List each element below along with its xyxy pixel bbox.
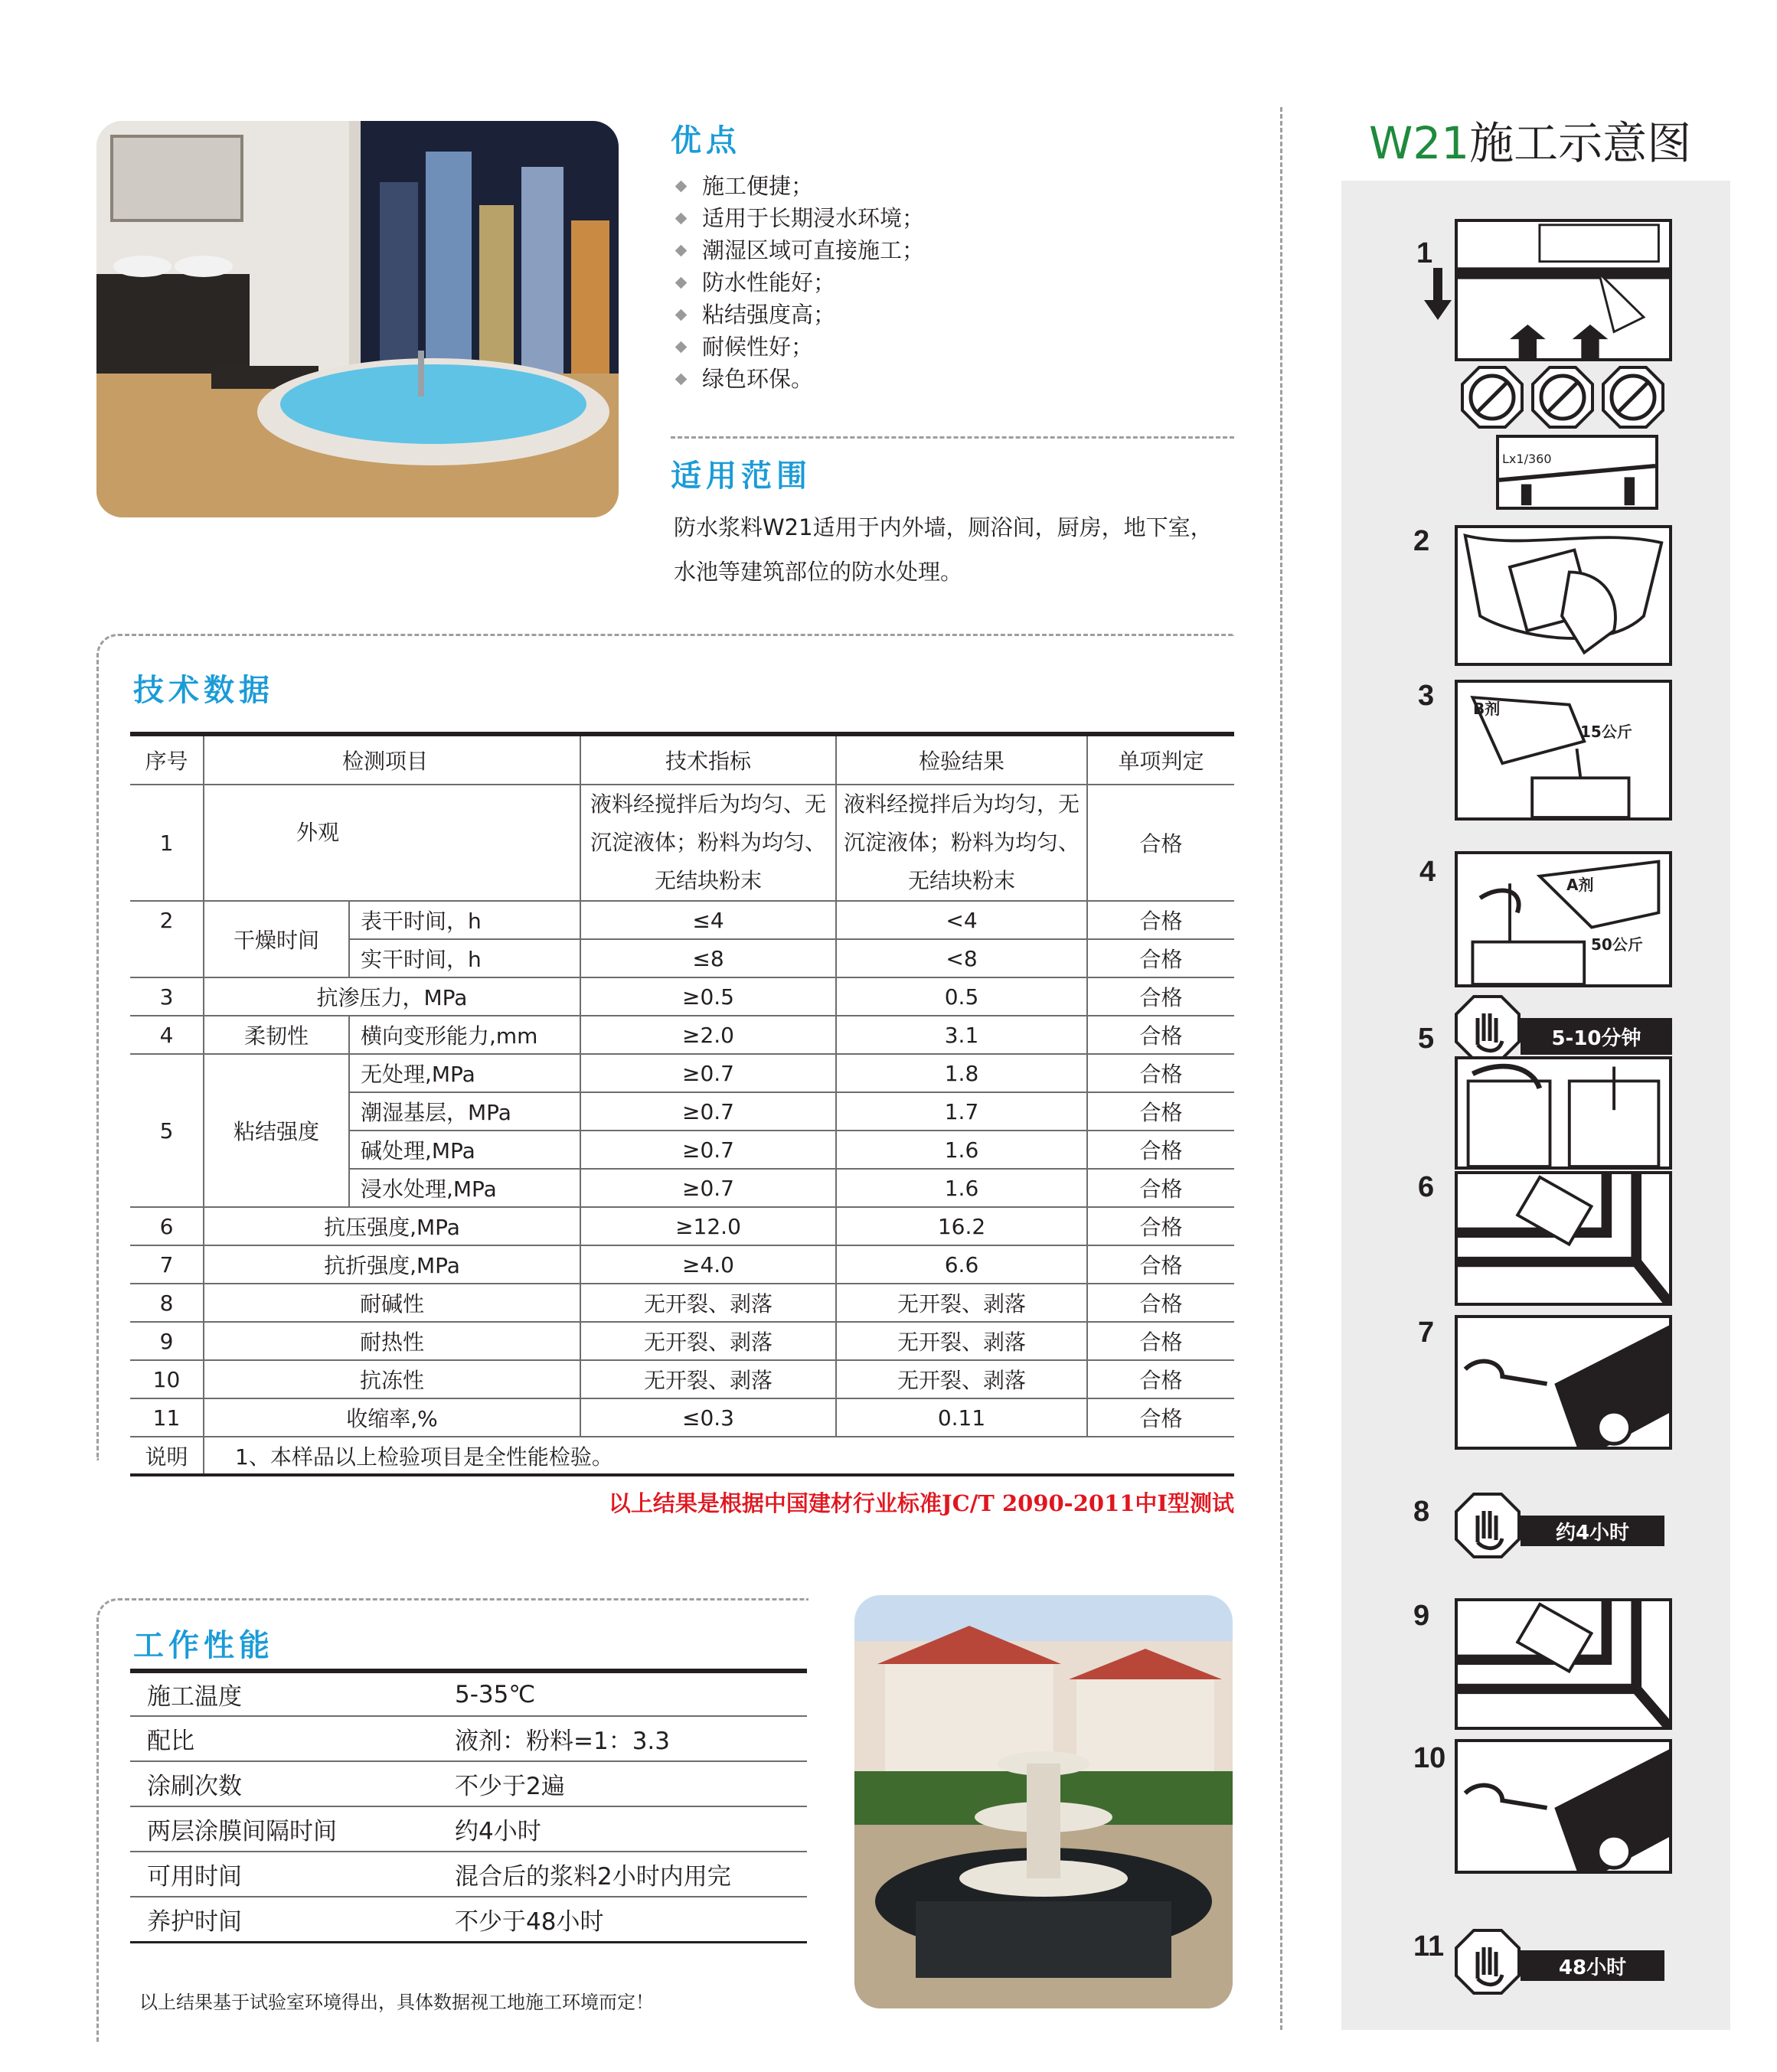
header-no: 序号 bbox=[130, 734, 204, 785]
step-number: 7 bbox=[1418, 1317, 1435, 1349]
table-row: 施工温度 5-35℃ bbox=[130, 1671, 807, 1716]
step-number: 5 bbox=[1418, 1023, 1435, 1055]
step-2-illustration bbox=[1455, 525, 1672, 666]
step-number: 4 bbox=[1419, 856, 1436, 888]
scope-text: 防水浆料W21适用于内外墙，厕浴间，厨房，地下室，水池等建筑部位的防水处理。 bbox=[674, 514, 1213, 585]
diamond-bullet-icon bbox=[675, 308, 688, 321]
table-row: 涂刷次数 不少于2遍 bbox=[130, 1761, 807, 1806]
step-number: 2 bbox=[1413, 525, 1430, 557]
table-row: 9 耐热性 无开裂、剥落 无开裂、剥落 合格 bbox=[130, 1322, 1234, 1360]
wait-48h-label: 48小时 bbox=[1521, 1950, 1664, 1981]
no-oil-icon bbox=[1461, 366, 1524, 429]
table-row: 2 干燥时间 表干时间，h ≤4 <4 合格 bbox=[130, 901, 1234, 939]
agent-b-label: B剂 bbox=[1473, 700, 1501, 718]
tech-title: 技术数据 bbox=[133, 673, 274, 708]
mix-wait-label: 5-10分钟 bbox=[1521, 1018, 1672, 1055]
table-row: 8 耐碱性 无开裂、剥落 无开裂、剥落 合格 bbox=[130, 1284, 1234, 1322]
performance-table bbox=[130, 1669, 807, 1943]
arrow-down-icon bbox=[1423, 268, 1453, 321]
footnote: 以上结果基于试验室环境得出，具体数据视工地施工环境而定！ bbox=[139, 1992, 654, 2013]
step-number: 9 bbox=[1413, 1600, 1430, 1632]
step-number: 3 bbox=[1418, 680, 1435, 712]
table-row: 3 抗渗压力，MPa ≥0.5 0.5 合格 bbox=[130, 977, 1234, 1016]
header-spec: 技术指标 bbox=[580, 734, 836, 785]
advantages-list bbox=[674, 170, 924, 395]
table-row: 实干时间，h ≤8 <8 合格 bbox=[130, 939, 1234, 977]
list-item: 潮湿区域可直接施工； bbox=[674, 234, 924, 266]
no-leaves-icon bbox=[1531, 366, 1594, 429]
step-6-illustration bbox=[1455, 1171, 1672, 1306]
list-item: 绿色环保。 bbox=[674, 363, 924, 395]
diamond-bullet-icon bbox=[675, 373, 688, 385]
wait-4h-label: 约4小时 bbox=[1521, 1516, 1664, 1546]
table-row: 7 抗折强度,MPa ≥4.0 6.6 合格 bbox=[130, 1245, 1234, 1284]
diamond-bullet-icon bbox=[675, 276, 688, 289]
list-item: 施工便捷； bbox=[674, 170, 924, 202]
step-9-illustration bbox=[1455, 1598, 1672, 1730]
performance-title: 工作性能 bbox=[133, 1628, 274, 1663]
table-remark-row: 说明 1、本样品以上检验项目是全性能检验。 bbox=[130, 1437, 1234, 1475]
table-row: 配比 液剂：粉料=1：3.3 bbox=[130, 1716, 807, 1761]
standard-note: 以上结果是根据中国建材行业标准JC/T 2090-2011中I型测试 bbox=[608, 1490, 1234, 1516]
header-result: 检验结果 bbox=[836, 734, 1087, 785]
scope-title: 适用范围 bbox=[671, 458, 812, 494]
table-row: 养护时间 不少于48小时 bbox=[130, 1897, 807, 1942]
list-item: 粘结强度高； bbox=[674, 299, 924, 331]
table-row: 浸水处理,MPa ≥0.7 1.6 合格 bbox=[130, 1169, 1234, 1207]
step-10-illustration bbox=[1455, 1739, 1672, 1874]
step-number: 11 bbox=[1413, 1930, 1445, 1963]
table-row: 6 抗压强度,MPa ≥12.0 16.2 合格 bbox=[130, 1207, 1234, 1245]
stop-hand-icon bbox=[1455, 1929, 1521, 1995]
step-5-illustration bbox=[1455, 1056, 1672, 1170]
header-verdict: 单项判定 bbox=[1087, 734, 1234, 785]
step-number: 10 bbox=[1413, 1742, 1446, 1774]
table-row: 碱处理,MPa ≥0.7 1.6 合格 bbox=[130, 1131, 1234, 1169]
advantages-title: 优点 bbox=[671, 123, 741, 158]
list-item: 耐候性好； bbox=[674, 331, 924, 363]
stop-hand-icon bbox=[1455, 995, 1521, 1061]
bathroom-photo bbox=[96, 121, 619, 517]
step-number: 1 bbox=[1416, 237, 1433, 269]
diamond-bullet-icon bbox=[675, 212, 688, 224]
list-item: 防水性能好； bbox=[674, 266, 924, 299]
diamond-bullet-icon bbox=[675, 180, 688, 192]
table-row: 10 抗冻性 无开裂、剥落 无开裂、剥落 合格 bbox=[130, 1360, 1234, 1398]
step-7-illustration bbox=[1455, 1315, 1672, 1450]
tech-data-table bbox=[130, 732, 1234, 1477]
stop-hand-icon bbox=[1455, 1493, 1521, 1558]
list-item: 适用于长期浸水环境； bbox=[674, 202, 924, 234]
table-header-row bbox=[130, 734, 1234, 785]
step-4-illustration bbox=[1455, 851, 1672, 987]
table-row: 可用时间 混合后的浆料2小时内用完 bbox=[130, 1852, 807, 1897]
divider bbox=[671, 436, 1234, 439]
table-row: 11 收缩率,% ≤0.3 0.11 合格 bbox=[130, 1398, 1234, 1437]
fountain-photo bbox=[854, 1595, 1233, 2008]
table-row: 4 柔韧性 横向变形能力,mm ≥2.0 3.1 合格 bbox=[130, 1016, 1234, 1054]
diagram-title: W21施工示意图 bbox=[1369, 117, 1692, 169]
table-row: 两层涂膜间隔时间 约4小时 bbox=[130, 1806, 807, 1852]
agent-a-label: A剂 bbox=[1566, 876, 1594, 894]
diamond-bullet-icon bbox=[675, 341, 688, 353]
no-dirt-icon bbox=[1602, 366, 1664, 429]
diamond-bullet-icon bbox=[675, 244, 688, 256]
table-row: 潮湿基层，MPa ≥0.7 1.7 合格 bbox=[130, 1092, 1234, 1131]
step-number: 6 bbox=[1418, 1171, 1435, 1203]
level-label: Lx1/360 bbox=[1502, 452, 1552, 466]
amount-b-label: 15公斤 bbox=[1580, 723, 1632, 741]
step-1-illustration bbox=[1455, 219, 1672, 361]
level-illustration bbox=[1496, 435, 1658, 510]
table-row: 5 粘结强度 无处理,MPa ≥0.7 1.8 合格 bbox=[130, 1054, 1234, 1092]
column-divider bbox=[1280, 107, 1282, 2030]
header-item: 检测项目 bbox=[204, 734, 580, 785]
step-number: 8 bbox=[1413, 1496, 1430, 1528]
table-row: 1 外观 液料经搅拌后为均匀、无沉淀液体；粉料为均匀、无结块粉末 液料经搅拌后为均匀，无沉淀液体；粉料为均匀、无结块粉末 合格 bbox=[130, 785, 1234, 901]
amount-a-label: 50公斤 bbox=[1591, 935, 1643, 954]
